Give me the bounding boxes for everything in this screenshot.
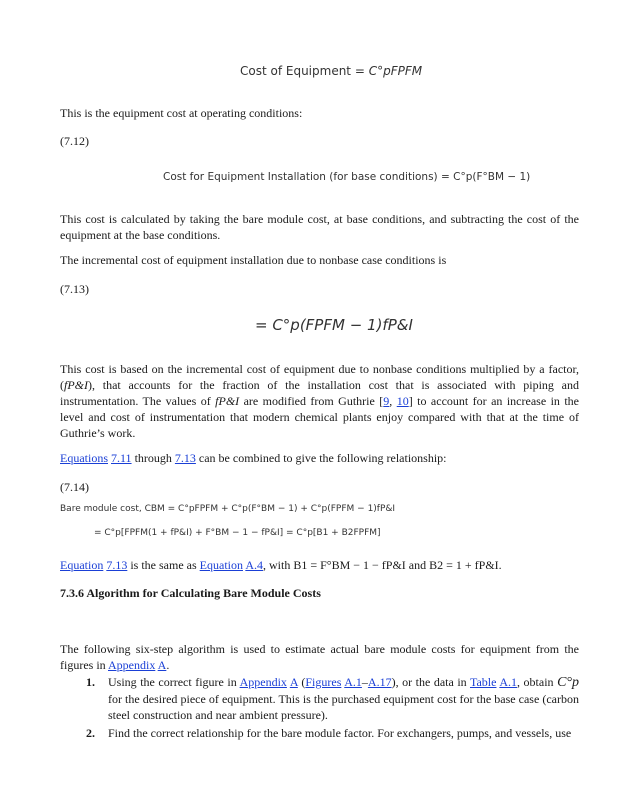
equation-label: Cost of Equipment =	[240, 64, 365, 78]
text-span: for the desired piece of equipment. This is the purchased equipment cost for the base case (carbon steel construction and near ambient pressure).	[108, 692, 579, 722]
text-span: The following six-step algorithm is used to estimate actual bare module costs for equipment from the figures in	[60, 642, 579, 672]
appendix-link[interactable]: Appendix	[108, 658, 156, 672]
text-span: is the same as	[127, 558, 200, 572]
equation-7-13: = C°p(FPFM − 1)fP&I	[255, 316, 413, 334]
equation-7-13-link[interactable]: 7.13	[106, 558, 128, 572]
equation-7-13-link[interactable]: 7.13	[174, 451, 196, 465]
figures-link[interactable]: Figures	[305, 675, 342, 689]
equation-rhs: C°pFPFM	[368, 64, 423, 78]
paragraph-combine-equations	[60, 450, 579, 466]
equations-link[interactable]: Equations	[60, 451, 108, 465]
text-span: can be combined to give the following relationship:	[195, 451, 447, 465]
text-span: , obtain	[517, 675, 558, 689]
text-span: Using the correct figure in	[108, 675, 240, 689]
text-span: , with B1 = F°BM − 1 − fP&I and B2 = 1 + fP&I.	[263, 558, 502, 572]
text-span: ), that accounts for the fraction of the installation cost that is associated with piping and instrumentation. The values of	[60, 378, 579, 408]
equation-number-7-13: (7.13)	[60, 282, 89, 296]
paragraph-piping-instrumentation-factor	[60, 361, 579, 441]
text-span: –	[361, 675, 368, 689]
text-span: ] to account for an increase in the level and cost of instrumentation that modern chemical plants enjoy compared with that at the time of Guthrie’s work.	[60, 394, 580, 440]
appendix-link[interactable]: Appendix	[239, 675, 287, 689]
text-span: Find the correct relationship for the bare module factor. For exchangers, pumps, and vessels, use	[108, 726, 572, 740]
paragraph-incremental-cost: The incremental cost of equipment installation due to nonbase case conditions is	[60, 253, 447, 267]
paragraph-base-conditions: This cost is calculated by taking the bare module cost, at base conditions, and subtracting the cost of the equipment at the base conditions.	[60, 212, 579, 242]
paragraph-equation-same	[60, 557, 579, 573]
equation-link[interactable]: Equation	[60, 558, 104, 572]
equation-7-12: Cost for Equipment Installation (for base conditions) = C°p(F°BM − 1)	[163, 171, 531, 183]
text-span: ,	[389, 394, 397, 408]
equation-a-4-link[interactable]: A.4	[245, 558, 263, 572]
equation-7-11-link[interactable]: 7.11	[111, 451, 132, 465]
step-number: 2.	[86, 726, 95, 740]
step-number: 1.	[86, 675, 95, 689]
reference-link-10[interactable]: 10	[396, 394, 409, 408]
paragraph-algorithm-intro	[60, 641, 579, 673]
list-item	[60, 725, 579, 741]
equation-7-14-line-2: = C°p[FPFM(1 + fP&I) + F°BM − 1 − fP&I] = C°p[B1 + B2FPFM]	[94, 528, 381, 538]
symbol-fpi: fP&I	[64, 378, 88, 392]
figure-a-17-link[interactable]: A.17	[367, 675, 392, 689]
text-span: (	[297, 675, 306, 689]
equation-number-7-12: (7.12)	[60, 134, 89, 148]
table-a-1-link[interactable]: A.1	[499, 675, 518, 689]
text-span: .	[166, 658, 170, 672]
symbol-fpi: fP&I	[215, 394, 240, 408]
appendix-a-link[interactable]: A	[289, 675, 298, 689]
paragraph-operating-conditions: This is the equipment cost at operating conditions:	[60, 106, 303, 120]
equation-7-14-line-1: Bare module cost, CBM = C°pFPFM + C°p(F°BM − 1) + C°p(FPFM − 1)fP&I	[60, 504, 396, 514]
figure-a-1-link[interactable]: A.1	[344, 675, 362, 689]
algorithm-steps-list	[60, 674, 579, 741]
equation-number-7-14: (7.14)	[60, 480, 89, 494]
reference-link-9[interactable]: 9	[383, 394, 390, 408]
appendix-a-link[interactable]: A	[157, 658, 167, 672]
text-span: through	[131, 451, 175, 465]
table-link[interactable]: Table	[469, 675, 497, 689]
text-span: are modified from Guthrie [	[239, 394, 384, 408]
list-item	[60, 674, 579, 723]
equation-link[interactable]: Equation	[199, 558, 243, 572]
equation-cost-of-equipment	[240, 64, 422, 78]
text-span: ), or the data in	[391, 675, 470, 689]
text-span: This cost is based on the incremental cost of equipment due to nonbase conditions multiplied by a factor, (	[60, 362, 579, 392]
symbol-cp: C°p	[557, 675, 580, 690]
section-heading: 7.3.6 Algorithm for Calculating Bare Module Costs	[60, 586, 321, 600]
